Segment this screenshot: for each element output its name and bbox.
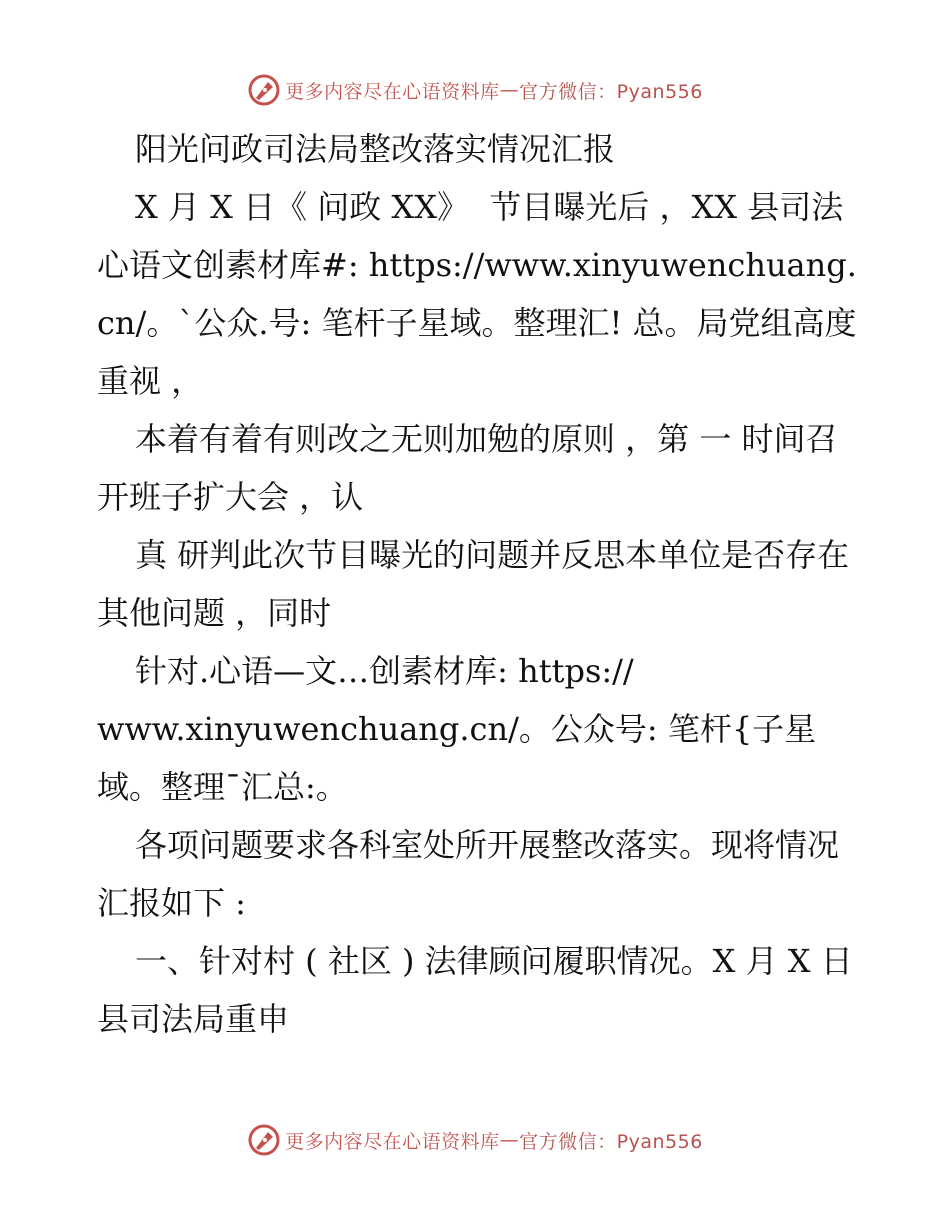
paragraph-1: X 月 X 日《 问政 XX》 节目曝光后 ，XX 县司法心语文创素材库#: https://www.xinyuwenchuang.cn/。`公众.号: 笔杆子星域。整理汇! 总。局党组高度重视 ，	[97, 188, 857, 400]
paragraph-6: 一、针对村 ( 社区 ) 法律顾问履职情况。X 月 X 日县司法局重申	[97, 942, 853, 1038]
pen-nib-logo-icon	[247, 1123, 281, 1157]
footer-watermark	[0, 1120, 950, 1160]
watermark-lead-text: 更多内容尽在心语资料库	[285, 80, 500, 103]
pen-nib-logo-icon	[247, 73, 281, 107]
paragraph-4: 针对.心语—文…创素材库: https:// www.xinyuwenchuang.cn/。公众号: 笔杆{子星域。整理¯汇总:。	[97, 652, 817, 806]
paragraph-5: 各项问题要求各科室处所开展整改落实。现将情况汇报如下 :	[97, 826, 840, 922]
paragraph-3: 真 研判此次节目曝光的问题并反思本单位是否存在其他问题 ，同时	[97, 536, 850, 632]
document-title: 阳光问政司法局整改落实情况汇报	[135, 130, 616, 168]
watermark-dash: —	[499, 1129, 520, 1151]
watermark-lead-text: 更多内容尽在心语资料库	[285, 1130, 500, 1153]
watermark-wechat-text: 官方微信：Pyan556	[519, 1130, 703, 1153]
watermark-wechat-text: 官方微信：Pyan556	[519, 80, 703, 103]
watermark-dash: —	[499, 79, 520, 101]
header-watermark	[0, 70, 950, 110]
paragraph-2: 本着有着有则改之无则加勉的原则 ，第 一 时间召开班子扩大会 ，认	[97, 420, 838, 516]
document-body	[97, 120, 857, 1048]
